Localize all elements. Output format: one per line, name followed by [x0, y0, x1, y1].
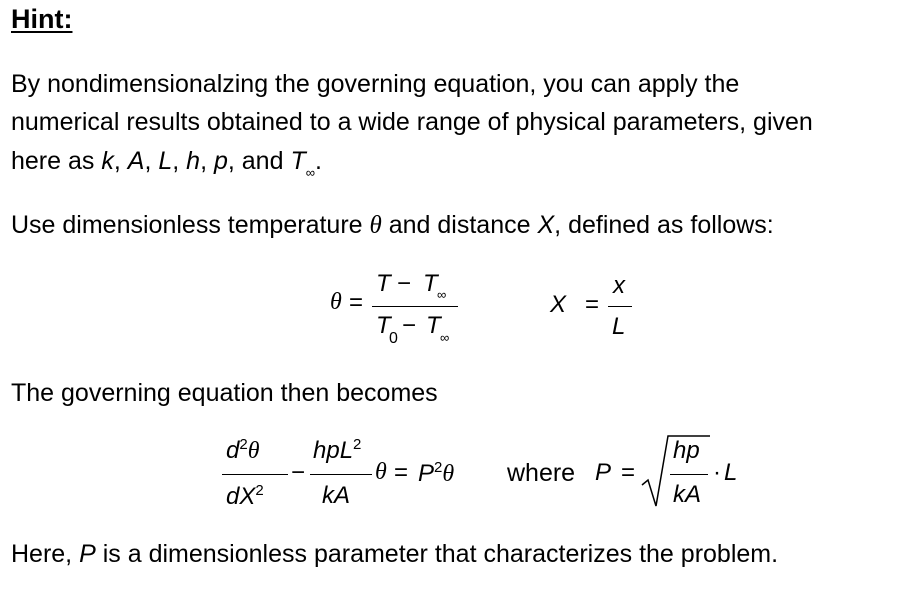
t-infinity: $T_\infty$	[290, 147, 316, 180]
intro-line-1: By nondimensionalzing the governing equation, you can apply the	[11, 70, 740, 98]
hint-heading: Hint:	[11, 4, 73, 34]
intro-line-2: numerical results obtained to a wide range of physical parameters, given	[11, 108, 813, 136]
d2-fraction-bar	[222, 474, 288, 475]
intro-line-3: here as k, A, L, h, p, and $T_\infty$.	[11, 147, 322, 180]
conclusion-line: Here, P is a dimensionless parameter that characterizes the problem.	[11, 540, 779, 568]
definition-line: Use dimensionless temperature θ and distance X, defined as follows:	[11, 211, 774, 239]
theta-fraction-bar	[372, 306, 458, 307]
governing-line: The governing equation then becomes	[11, 379, 438, 407]
x-fraction-bar	[608, 306, 632, 307]
hpl-fraction-bar	[310, 474, 372, 475]
sqrt-fraction-bar	[670, 474, 708, 475]
